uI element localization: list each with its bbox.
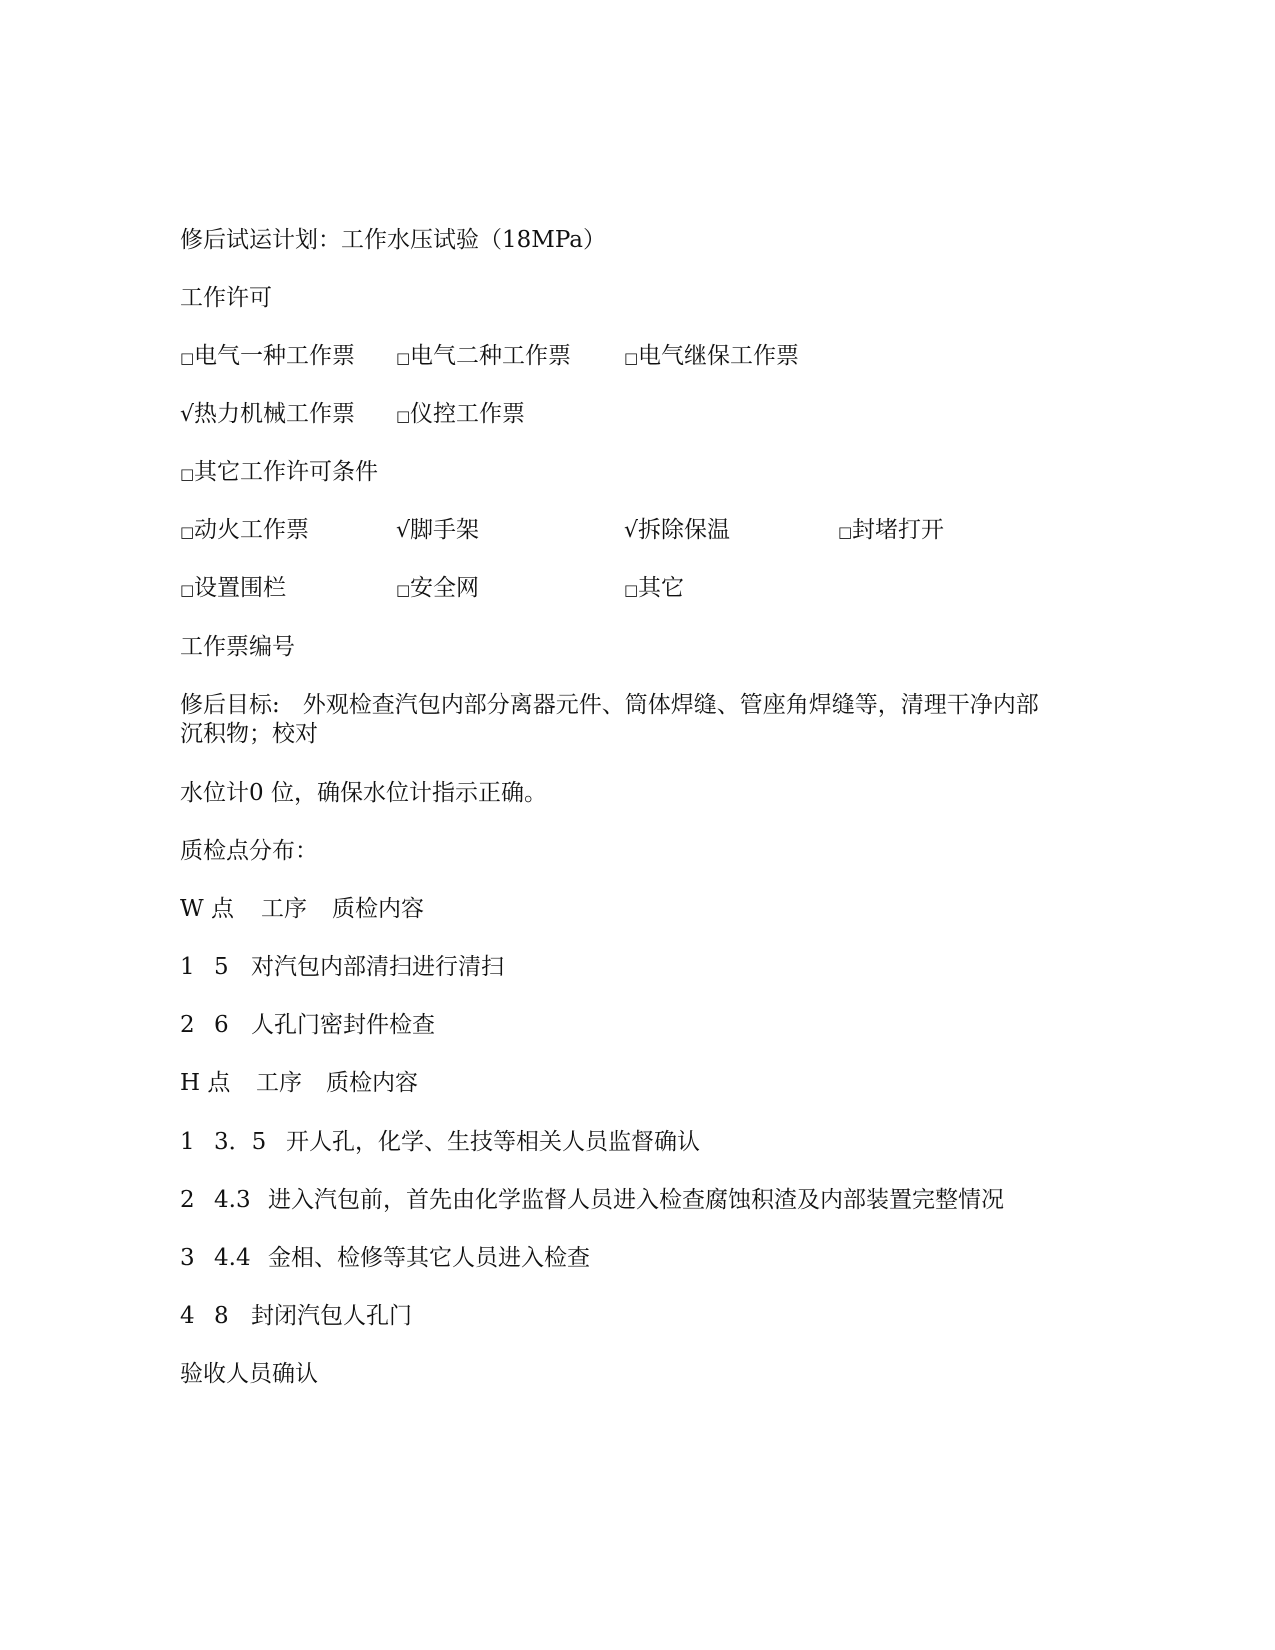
unchecked-box-icon: □ xyxy=(180,523,195,541)
row-number: 3 xyxy=(180,1245,195,1271)
checkmark-icon: √ xyxy=(180,402,195,427)
row-content: 金相、检修等其它人员进入检查 xyxy=(268,1245,590,1271)
row-number: 2 xyxy=(180,1012,195,1038)
unchecked-box-icon: □ xyxy=(396,407,411,425)
condition-item xyxy=(396,516,479,545)
permit-label: 电气二种工作票 xyxy=(410,343,571,369)
permit-item xyxy=(624,342,799,373)
permit-label: 电气一种工作票 xyxy=(194,343,355,369)
condition-item xyxy=(396,574,479,605)
permit-row-1 xyxy=(0,342,1275,372)
step-header: 工序 xyxy=(256,1070,302,1096)
work-permit-heading: 工作许可 xyxy=(180,285,272,311)
condition-label: 安全网 xyxy=(410,575,479,601)
unchecked-box-icon: □ xyxy=(396,581,411,599)
condition-row-1 xyxy=(0,516,1275,546)
step-header: 工序 xyxy=(261,896,307,922)
table-row xyxy=(0,953,1275,983)
unchecked-box-icon: □ xyxy=(624,349,639,367)
checkmark-icon: √ xyxy=(624,518,639,543)
condition-item xyxy=(180,574,286,605)
row-content: 开人孔，化学、生技等相关人员监督确认 xyxy=(286,1129,700,1155)
h-points-header xyxy=(0,1069,1275,1099)
permit-item xyxy=(180,342,355,373)
row-content: 人孔门密封件检查 xyxy=(251,1012,435,1038)
unchecked-box-icon: □ xyxy=(180,349,195,367)
table-row xyxy=(0,1244,1275,1274)
trial-run-plan: 修后试运计划：工作水压试验（18MPa） xyxy=(180,227,606,253)
qc-points-heading: 质检点分布： xyxy=(180,838,318,864)
condition-label: 设置围栏 xyxy=(194,575,286,601)
row-number: 1 xyxy=(180,954,195,980)
content-header: 质检内容 xyxy=(332,896,424,922)
row-step: 5 xyxy=(214,954,229,980)
unchecked-box-icon: □ xyxy=(838,523,853,541)
row-content: 进入汽包前，首先由化学监督人员进入检查腐蚀积渣及内部装置完整情况 xyxy=(268,1187,1004,1213)
row-number: 4 xyxy=(180,1303,195,1329)
row-number: 1 xyxy=(180,1129,195,1155)
condition-item xyxy=(180,516,309,547)
unchecked-box-icon: □ xyxy=(180,465,195,483)
checkmark-icon: √ xyxy=(396,518,411,543)
other-conditions-heading xyxy=(180,458,378,489)
point-header: H 点 xyxy=(180,1070,231,1096)
repair-goal-paragraph: 修后目标: 外观检查汽包内部分离器元件、筒体焊缝、管座角焊缝等，清理干净内部沉积物；校对 xyxy=(180,692,1039,747)
unchecked-box-icon: □ xyxy=(624,581,639,599)
row-step: 3．5 xyxy=(214,1129,267,1155)
row-step: 4.3 xyxy=(214,1187,251,1213)
condition-item xyxy=(838,516,944,547)
permit-item xyxy=(180,400,355,429)
unchecked-box-icon: □ xyxy=(180,581,195,599)
permit-label: 仪控工作票 xyxy=(410,401,525,427)
condition-label: 拆除保温 xyxy=(638,517,731,543)
other-conditions-label: 其它工作许可条件 xyxy=(194,459,378,485)
permit-label: 热力机械工作票 xyxy=(194,401,356,427)
condition-item xyxy=(624,574,684,605)
permit-label: 电气继保工作票 xyxy=(638,343,799,369)
condition-label: 其它 xyxy=(638,575,684,601)
permit-row-2 xyxy=(0,400,1275,430)
row-step: 4.4 xyxy=(214,1245,251,1271)
condition-row-2 xyxy=(0,574,1275,604)
point-header: W 点 xyxy=(180,896,234,922)
row-content: 封闭汽包人孔门 xyxy=(251,1303,412,1329)
table-row xyxy=(0,1186,1275,1216)
permit-item xyxy=(396,400,525,431)
repair-goal-continued: 水位计0 位，确保水位计指示正确。 xyxy=(180,780,547,806)
table-row xyxy=(0,1128,1275,1158)
permit-item xyxy=(396,342,571,373)
ticket-number-label: 工作票编号 xyxy=(180,634,295,660)
table-row xyxy=(0,1302,1275,1332)
w-points-header xyxy=(0,895,1275,925)
condition-label: 脚手架 xyxy=(410,517,480,543)
row-step: 6 xyxy=(214,1012,229,1038)
table-row xyxy=(0,1011,1275,1041)
acceptance-confirmation: 验收人员确认 xyxy=(180,1361,318,1387)
condition-label: 动火工作票 xyxy=(194,517,309,543)
row-step: 8 xyxy=(214,1303,229,1329)
unchecked-box-icon: □ xyxy=(396,349,411,367)
row-content: 对汽包内部清扫进行清扫 xyxy=(251,954,504,980)
condition-label: 封堵打开 xyxy=(852,517,944,543)
condition-item xyxy=(624,516,730,545)
content-header: 质检内容 xyxy=(326,1070,418,1096)
row-number: 2 xyxy=(180,1187,195,1213)
